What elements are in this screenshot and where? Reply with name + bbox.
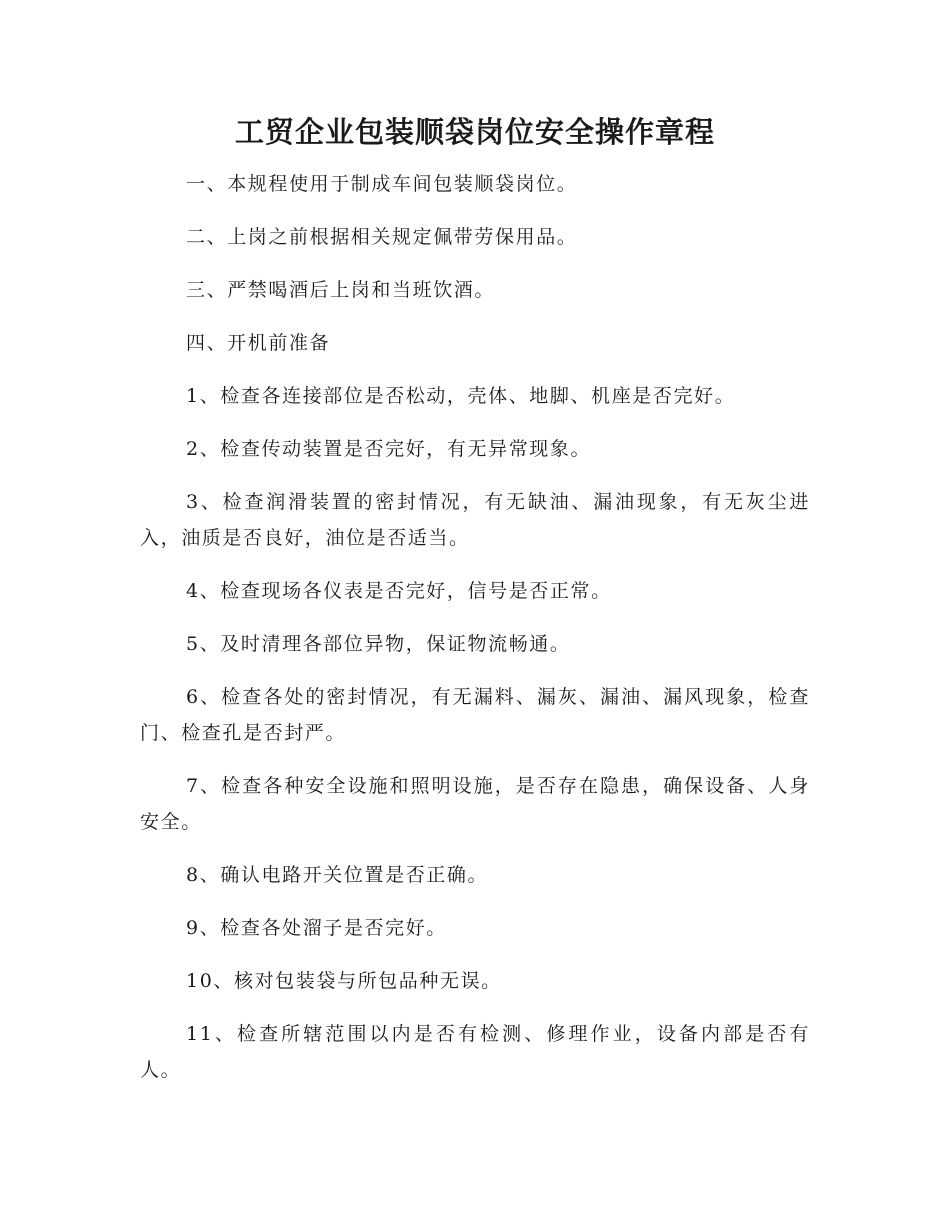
document-title: 工贸企业包装顺袋岗位安全操作章程 bbox=[234, 115, 715, 149]
paragraph-3: 三、严禁喝酒后上岗和当班饮酒。 bbox=[186, 279, 496, 301]
paragraph-10: 6、检查各处的密封情况，有无漏料、漏灰、漏油、漏风现象，检查门、检查孔是否封严。 bbox=[140, 686, 810, 744]
paragraph-4: 四、开机前准备 bbox=[186, 332, 331, 354]
paragraph-1: 一、本规程使用于制成车间包装顺袋岗位。 bbox=[186, 173, 578, 195]
paragraph-15: 11、检查所辖范围以内是否有检测、修理作业，设备内部是否有人。 bbox=[140, 1023, 810, 1081]
document-body bbox=[140, 166, 810, 1105]
paragraph-11: 7、检查各种安全设施和照明设施，是否存在隐患，确保设备、人身安全。 bbox=[140, 775, 810, 833]
paragraph-5: 1、检查各连接部位是否松动，壳体、地脚、机座是否完好。 bbox=[186, 385, 736, 407]
paragraph-14: 10、核对包装袋与所包品种无误。 bbox=[186, 970, 502, 992]
paragraph-12: 8、确认电路开关位置是否正确。 bbox=[186, 864, 489, 886]
paragraph-9: 5、及时清理各部位异物，保证物流畅通。 bbox=[186, 633, 571, 655]
paragraph-2: 二、上岗之前根据相关规定佩带劳保用品。 bbox=[186, 226, 578, 248]
paragraph-8: 4、检查现场各仪表是否完好，信号是否正常。 bbox=[186, 580, 612, 602]
paragraph-6: 2、检查传动装置是否完好，有无异常现象。 bbox=[186, 438, 592, 460]
paragraph-13: 9、检查各处溜子是否完好。 bbox=[186, 917, 447, 939]
paragraph-7: 3、检查润滑装置的密封情况，有无缺油、漏油现象，有无灰尘进入，油质是否良好，油位是否适当。 bbox=[140, 491, 810, 549]
